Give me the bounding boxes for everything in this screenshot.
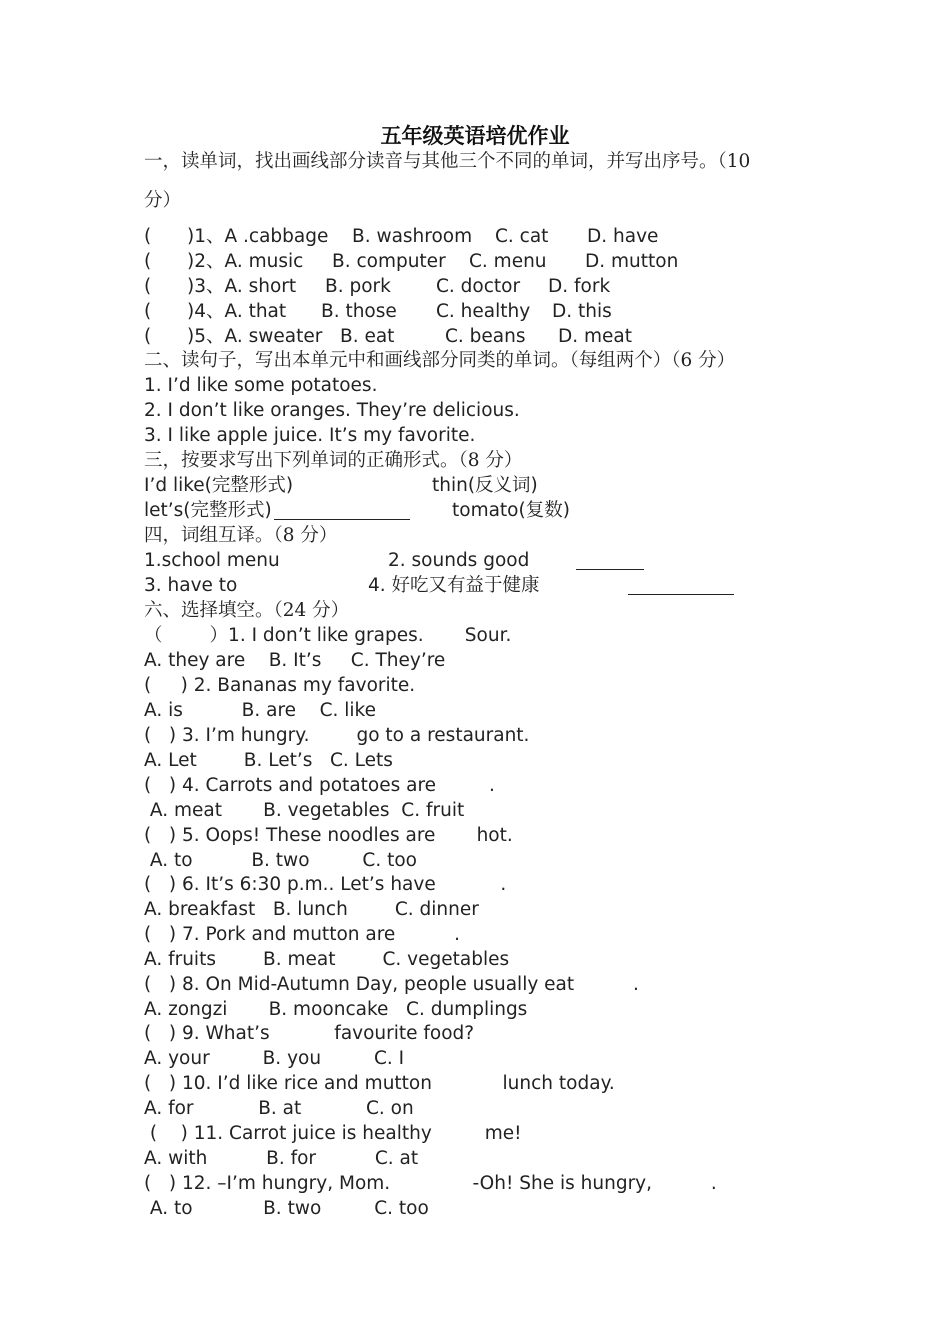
question: （ ）1. I don’t like grapes. Sour.: [144, 625, 512, 646]
option-a: )4、A. that: [187, 301, 287, 322]
option-c: C. healthy: [436, 301, 531, 322]
answer-paren[interactable]: (: [144, 226, 152, 247]
section1-heading: 一，读单词，找出画线部分读音与其他三个不同的单词，并写出序号。（10: [144, 151, 751, 172]
word-form-1: I’d like(完整形式): [144, 475, 294, 496]
option-d: D. mutton: [585, 251, 679, 272]
answer-blank[interactable]: [628, 575, 734, 595]
question: ( ) 12. –I’m hungry, Mom. -Oh! She is hungry, .: [144, 1173, 717, 1194]
option-d: D. have: [587, 226, 659, 247]
answer-paren[interactable]: (: [144, 326, 152, 347]
options: A. is B. are C. like: [144, 700, 376, 721]
section1-heading-cont: 分）: [144, 190, 182, 211]
options: A. meat B. vegetables C. fruit: [144, 800, 465, 821]
phrase-1: 1.school menu: [144, 550, 280, 571]
option-b: B. those: [321, 301, 397, 322]
phrase-4: 4. 好吃又有益于健康: [368, 575, 540, 596]
option-b: B. pork: [325, 276, 391, 297]
word-form-4: tomato(复数): [452, 500, 570, 521]
option-c: C. menu: [469, 251, 547, 272]
answer-paren[interactable]: (: [144, 276, 152, 297]
options: A. fruits B. meat C. vegetables: [144, 949, 510, 970]
section4-heading: 四，词组互译。（8 分）: [144, 525, 338, 546]
question: ( ) 7. Pork and mutton are .: [144, 924, 460, 945]
options: A. your B. you C. I: [144, 1048, 405, 1069]
word-form-2: thin(反义词): [432, 475, 538, 496]
phrase-3: 3. have to: [144, 575, 238, 596]
options: A. with B. for C. at: [144, 1148, 419, 1169]
list-item: 2. I don’t like oranges. They’re delicious.: [144, 400, 520, 421]
option-d: D. this: [552, 301, 612, 322]
option-a: )1、A .cabbage: [187, 226, 329, 247]
option-c: C. cat: [495, 226, 549, 247]
options: A. to B. two C. too: [144, 1198, 429, 1219]
section6-heading: 六、选择填空。（24 分）: [144, 600, 350, 621]
option-b: B. washroom: [352, 226, 473, 247]
options: A. breakfast B. lunch C. dinner: [144, 899, 479, 920]
options: A. zongzi B. mooncake C. dumplings: [144, 999, 528, 1020]
option-a: )2、A. music: [187, 251, 304, 272]
question: ( ) 2. Bananas my favorite.: [144, 675, 416, 696]
options: A. Let B. Let’s C. Lets: [144, 750, 393, 771]
list-item: 3. I like apple juice. It’s my favorite.: [144, 425, 476, 446]
answer-blank[interactable]: [274, 500, 410, 520]
option-b: B. eat: [340, 326, 395, 347]
answer-paren[interactable]: (: [144, 251, 152, 272]
option-b: B. computer: [332, 251, 446, 272]
answer-paren[interactable]: (: [144, 301, 152, 322]
option-c: C. beans: [445, 326, 526, 347]
word-form-3: let’s(完整形式): [144, 500, 272, 521]
question: ( ) 4. Carrots and potatoes are .: [144, 775, 495, 796]
options: A. they are B. It’s C. They’re: [144, 650, 446, 671]
question: ( ) 5. Oops! These noodles are hot.: [144, 825, 513, 846]
question: ( ) 6. It’s 6:30 p.m.. Let’s have .: [144, 874, 507, 895]
option-a: )5、A. sweater: [187, 326, 323, 347]
option-d: D. fork: [548, 276, 611, 297]
section2-heading: 二、读句子，写出本单元中和画线部分同类的单词。（每组两个）（6 分）: [144, 350, 736, 371]
question: ( ) 11. Carrot juice is healthy me!: [144, 1123, 522, 1144]
option-c: C. doctor: [436, 276, 521, 297]
options: A. for B. at C. on: [144, 1098, 414, 1119]
question: ( ) 8. On Mid-Autumn Day, people usually eat .: [144, 974, 639, 995]
page-title: 五年级英语培优作业: [380, 123, 570, 148]
list-item: 1. I’d like some potatoes.: [144, 375, 378, 396]
question: ( ) 9. What’s favourite food?: [144, 1023, 475, 1044]
answer-blank[interactable]: [576, 550, 644, 570]
phrase-2: 2. sounds good: [388, 550, 530, 571]
question: ( ) 3. I’m hungry. go to a restaurant.: [144, 725, 530, 746]
question: ( ) 10. I’d like rice and mutton lunch today.: [144, 1073, 615, 1094]
options: A. to B. two C. too: [144, 850, 418, 871]
option-d: D. meat: [558, 326, 632, 347]
section3-heading: 三，按要求写出下列单词的正确形式。（8 分）: [144, 450, 523, 471]
option-a: )3、A. short: [187, 276, 297, 297]
